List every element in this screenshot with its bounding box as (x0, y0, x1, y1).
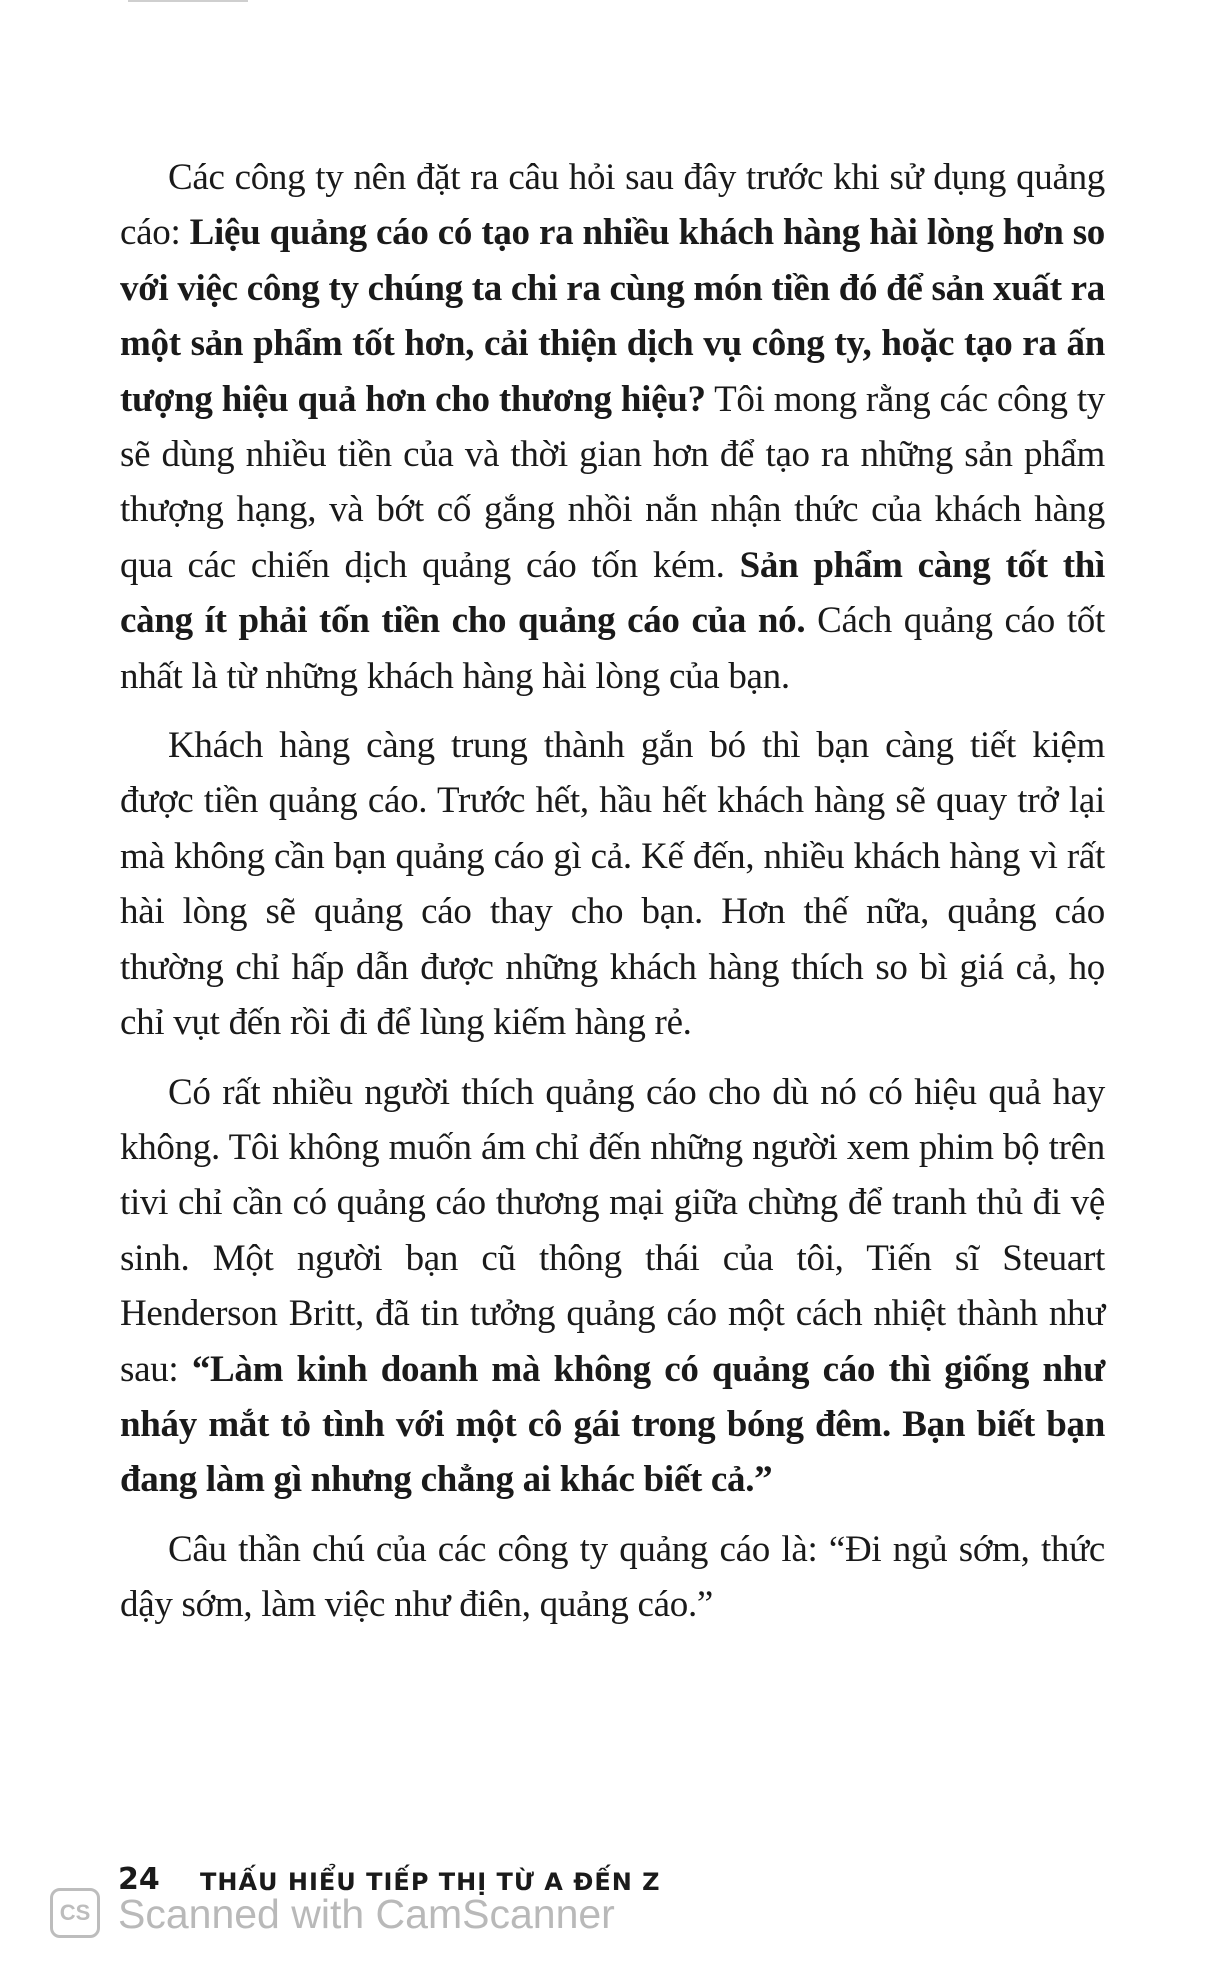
paragraph (120, 718, 1105, 1050)
text-run: Có rất nhiều người thích quảng cáo cho dù nó có hiệu quả hay không. Tôi không muốn ám chỉ đến những người xem phim bộ trên tivi chỉ cần có quảng cáo thương mại giữa chừng để tranh thủ đi vệ sinh. Một người bạn cũ thông thái của tôi, Tiến sĩ Steuart Henderson Britt, đã tin tưởng quảng cáo một cách nhiệt thành như sau: (120, 1071, 1105, 1390)
top-rule (128, 0, 248, 2)
page-number: 24 (118, 1862, 160, 1897)
text-run-bold: Sản phẩm càng tốt thì càng ít phải tốn tiền cho quảng cáo của nó. (120, 544, 1106, 642)
text-run: Các công ty nên đặt ra câu hỏi sau đây trước khi sử dụng quảng cáo: (120, 157, 1105, 254)
text-run: Cách quảng cáo tốt nhất là từ những khách hàng hài lòng của bạn. (120, 600, 1105, 697)
text-run: Tôi mong rằng các công ty sẽ dùng nhiều tiền của và thời gian hơn để tạo ra những sản phẩm thượng hạng, và bớt cố gắng nhồi nắn nhận thức của khách hàng qua các chiến dịch quảng cáo tốn kém. (120, 378, 1105, 586)
text-run-bold: “Làm kinh doanh mà không có quảng cáo thì giống như nháy mắt tỏ tình với một cô gái trong bóng đêm. Bạn biết bạn đang làm gì nhưng chẳng ai khác biết cả.” (120, 1348, 1105, 1501)
paragraph (120, 1065, 1105, 1508)
paragraph (120, 150, 1105, 704)
text-run: Khách hàng càng trung thành gắn bó thì bạn càng tiết kiệm được tiền quảng cáo. Trước hết, hầu hết khách hàng sẽ quay trở lại mà không cần bạn quảng cáo gì cả. Kế đến, nhiều khách hàng vì rất hài lòng sẽ quảng cáo thay cho bạn. Hơn thế nữa, quảng cáo thường chỉ hấp dẫn được những khách hàng thích so bì giá cả, họ chỉ vụt đến rồi đi để lùng kiếm hàng rẻ. (120, 725, 1105, 1044)
text-run: Câu thần chú của các công ty quảng cáo là: “Đi ngủ sớm, thức dậy sớm, làm việc như điên, quảng cáo.” (120, 1528, 1105, 1626)
running-title: THẤU HIỂU TIẾP THỊ TỪ A ĐẾN Z (200, 1868, 661, 1896)
camscanner-logo-icon: CS (50, 1888, 100, 1938)
paragraph (120, 1522, 1105, 1633)
text-run-bold: Liệu quảng cáo có tạo ra nhiều khách hàng hài lòng hơn so với việc công ty chúng ta chi ra cùng món tiền đó để sản xuất ra một sản phẩm tốt hơn, cải thiện dịch vụ công ty, hoặc tạo ra ấn tượng hiệu quả hơn cho thương hiệu? (120, 212, 1105, 420)
watermark-text: Scanned with CamScanner (118, 1891, 615, 1937)
body-text (120, 150, 1105, 1647)
